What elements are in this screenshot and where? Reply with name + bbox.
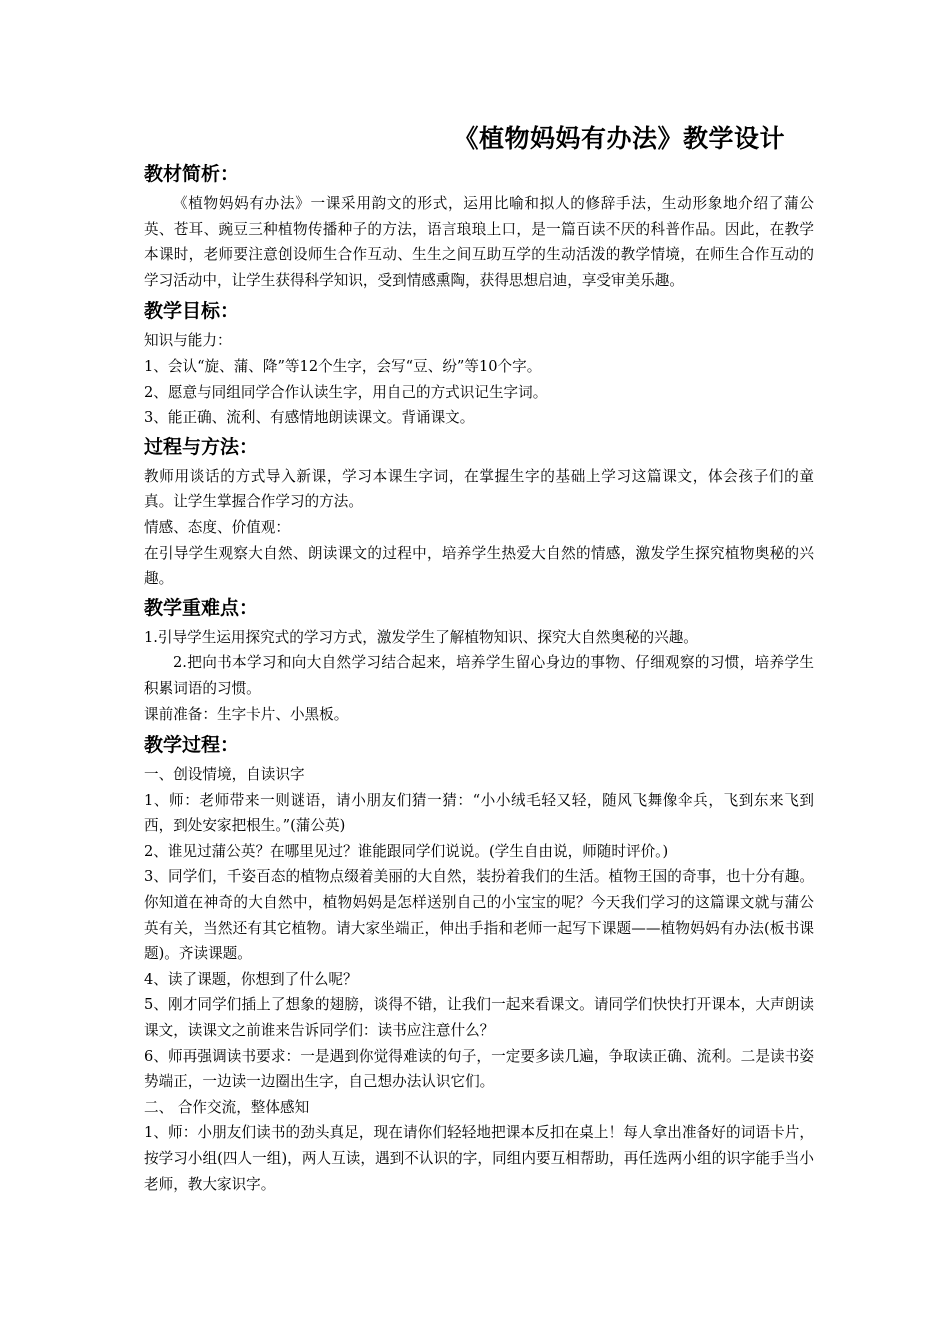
goal-item: 3、能正确、流利、有感情地朗读课文。背诵课文。 [144,409,475,427]
process-step: 1、师：小朋友们读书的劲头真足，现在请你们轻轻地把课本反扣在桌上！每人拿出准备好的词语卡片，按学习小组(四人一组)，两人互读，遇到不认识的字，同组内要互相帮助，再任选两小组的识字能手当小老师，教大家识字。 [144,1124,814,1193]
document-body [144,158,814,1197]
method-paragraph: 教师用谈话的方式导入新课，学习本课生字词，在掌握生字的基础上学习这篇课文，体会孩子们的童真。让学生掌握合作学习的方法。 [144,467,814,511]
section-heading-goals: 教学目标： [144,300,240,323]
goal-item: 2、愿意与同组同学合作认读生字，用自己的方式识记生字词。 [144,383,548,401]
process-step: 2、谁见过蒲公英？在哪里见过？谁能跟同学们说说。(学生自由说，师随时评价。) [144,842,669,860]
key-point-item: 2.把向书本学习和向大自然学习结合起来，培养学生留心身边的事物、仔细观察的习惯，培养学生积累词语的习惯。 [144,654,814,697]
section-heading-key-points: 教学重难点： [144,596,259,619]
process-step: 3、同学们，千姿百态的植物点缀着美丽的大自然，装扮着我们的生活。植物王国的奇事，也十分有趣。你知道在神奇的大自然中，植物妈妈是怎样送别自己的小宝宝的呢？今天我们学习的这篇课文就与蒲公英有关，当然还有其它植物。请大家坐端正，伸出手指和老师一起写下课题——植物妈妈有办法(板书课题)。齐读课题。 [144,868,814,963]
section-heading-analysis: 教材简析： [144,163,240,185]
section-heading-method: 过程与方法： [144,435,259,458]
goals-subheading: 知识与能力： [144,332,232,350]
analysis-paragraph: 《植物妈妈有办法》一课采用韵文的形式，运用比喻和拟人的修辞手法，生动形象地介绍了蒲公英、苍耳、豌豆三种植物传播种子的方法，语言琅琅上口，是一篇百读不厌的科普作品。因此，在教学本课时，老师要注意创设师生合作互动、生生之间互助互学的生动活泼的教学情境，在师生合作互动的学习活动中，让学生获得科学知识，受到情感熏陶，获得思想启迪，享受审美乐趣。 [144,195,814,289]
process-part-title: 一、创设情境，自读识字 [144,766,305,784]
section-heading-process: 教学过程： [144,734,240,757]
goal-item: 1、会认“旋、蒲、降”等12个生字，会写“豆、纷”等10个字。 [144,357,542,375]
process-step: 1、师：老师带来一则谜语，请小朋友们猜一猜：“小小绒毛轻又轻，随风飞舞像伞兵，飞到东来飞到西，到处安家把根生。”(蒲公英) [144,791,814,835]
process-step: 6、师再强调读书要求：一是遇到你觉得难读的句子，一定要多读几遍，争取读正确、流利。二是读书姿势端正，一边读一边圈出生字，自己想办法认识它们。 [144,1047,814,1091]
document-title: 《植物妈妈有办法》教学设计 [453,124,785,153]
preparation-line: 课前准备：生字卡片、小黑板。 [144,705,349,723]
values-subheading: 情感、态度、价值观： [144,518,290,536]
process-step: 5、刚才同学们插上了想象的翅膀，谈得不错，让我们一起来看课文。请同学们快快打开课本，大声朗读课文，读课文之前谁来告诉同学们：读书应注意什么？ [144,996,814,1040]
key-point-item: 1.引导学生运用探究式的学习方式，激发学生了解植物知识、探究大自然奥秘的兴趣。 [144,628,698,646]
process-part-title: 二、 合作交流，整体感知 [144,1098,310,1116]
process-step: 4、读了课题，你想到了什么呢？ [144,970,358,988]
values-paragraph: 在引导学生观察大自然、朗读课文的过程中，培养学生热爱大自然的情感，激发学生探究植物奥秘的兴趣。 [144,544,814,588]
